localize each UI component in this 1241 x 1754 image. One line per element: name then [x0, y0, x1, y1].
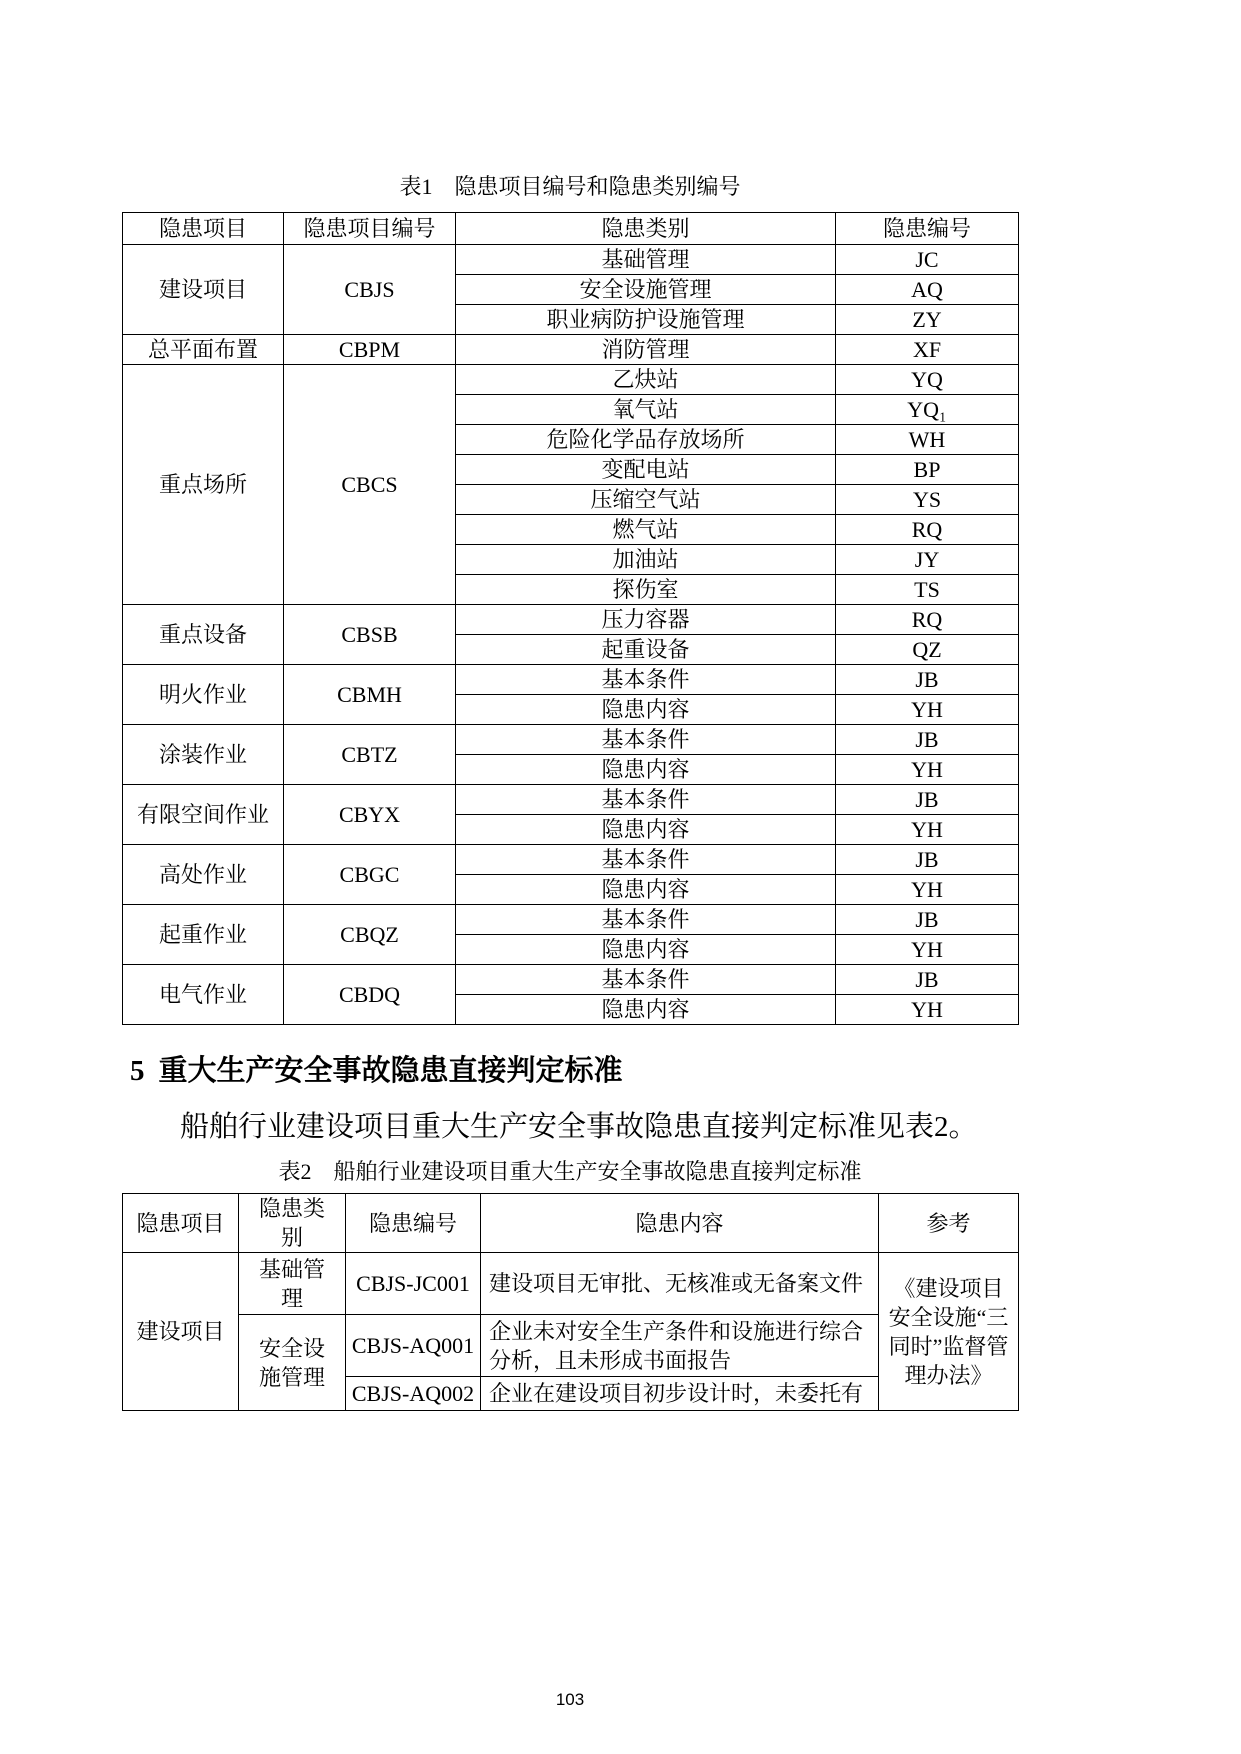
code-cell: JB	[836, 725, 1019, 755]
project-code-cell: CBDQ	[284, 965, 456, 1025]
code-cell: JC	[836, 245, 1019, 275]
content-cell: 企业未对安全生产条件和设施进行综合分析，且未形成书面报告	[481, 1315, 879, 1377]
code-cell: JB	[836, 845, 1019, 875]
table-row	[123, 1253, 1019, 1315]
table-row	[123, 605, 1019, 635]
col-header: 隐患编号	[836, 213, 1019, 245]
code-cell: YH	[836, 935, 1019, 965]
project-code-cell: CBGC	[284, 845, 456, 905]
category-cell: 隐患内容	[456, 755, 836, 785]
category-cell: 乙炔站	[456, 365, 836, 395]
body-paragraph: 船舶行业建设项目重大生产安全事故隐患直接判定标准见表2。	[180, 1111, 978, 1143]
col-header: 隐患类别	[456, 213, 836, 245]
section-title: 重大生产安全事故隐患直接判定标准	[158, 1055, 623, 1087]
category-cell: 探伤室	[456, 575, 836, 605]
category-cell: 安全设施管理	[456, 275, 836, 305]
table-row	[123, 725, 1019, 755]
col-header: 隐患类别	[239, 1194, 346, 1253]
reference-cell: 《建设项目安全设施“三同时”监督管理办法》	[879, 1253, 1019, 1411]
code-cell: AQ	[836, 275, 1019, 305]
category-cell: 隐患内容	[456, 815, 836, 845]
table-row	[123, 845, 1019, 875]
table1	[122, 212, 1019, 1025]
table2-caption: 表2 船舶行业建设项目重大生产安全事故隐患直接判定标准	[278, 1159, 862, 1184]
project-code-cell: CBQZ	[284, 905, 456, 965]
code-cell: XF	[836, 335, 1019, 365]
project-code-cell: CBMH	[284, 665, 456, 725]
project-code-cell: CBSB	[284, 605, 456, 665]
page-number: 103	[555, 1690, 585, 1709]
code-cell: YQ₁	[836, 395, 1019, 425]
category-cell: 氧气站	[456, 395, 836, 425]
table-row	[123, 1194, 1019, 1253]
category-cell: 消防管理	[456, 335, 836, 365]
code-cell: WH	[836, 425, 1019, 455]
category-cell: 起重设备	[456, 635, 836, 665]
code-cell: CBJS-AQ002	[346, 1377, 481, 1411]
table2	[122, 1193, 1019, 1411]
category-cell: 隐患内容	[456, 995, 836, 1025]
code-cell: YS	[836, 485, 1019, 515]
category-cell: 职业病防护设施管理	[456, 305, 836, 335]
content-cell: 建设项目无审批、无核准或无备案文件	[481, 1253, 879, 1315]
table-row	[123, 785, 1019, 815]
category-cell: 基础管理	[239, 1253, 346, 1315]
category-cell: 危险化学品存放场所	[456, 425, 836, 455]
category-cell: 燃气站	[456, 515, 836, 545]
code-cell: YH	[836, 755, 1019, 785]
code-cell: RQ	[836, 515, 1019, 545]
table1-caption: 表1 隐患项目编号和隐患类别编号	[399, 174, 741, 199]
code-cell: JB	[836, 965, 1019, 995]
project-cell: 高处作业	[123, 845, 284, 905]
code-cell: CBJS-JC001	[346, 1253, 481, 1315]
project-cell: 有限空间作业	[123, 785, 284, 845]
content-cell: 企业在建设项目初步设计时，未委托有	[481, 1377, 879, 1411]
code-cell: CBJS-AQ001	[346, 1315, 481, 1377]
col-header: 隐患内容	[481, 1194, 879, 1253]
table-row	[123, 213, 1019, 245]
project-cell: 总平面布置	[123, 335, 284, 365]
category-cell: 隐患内容	[456, 875, 836, 905]
col-header: 隐患编号	[346, 1194, 481, 1253]
col-header: 隐患项目编号	[284, 213, 456, 245]
code-cell: YH	[836, 875, 1019, 905]
col-header: 隐患项目	[123, 213, 284, 245]
category-cell: 基础管理	[456, 245, 836, 275]
category-cell: 压缩空气站	[456, 485, 836, 515]
code-cell: YH	[836, 995, 1019, 1025]
category-cell: 隐患内容	[456, 695, 836, 725]
table-row	[123, 665, 1019, 695]
section-number: 5	[130, 1055, 145, 1087]
table-row	[123, 245, 1019, 275]
col-header: 参考	[879, 1194, 1019, 1253]
table-row	[123, 965, 1019, 995]
code-cell: JB	[836, 785, 1019, 815]
category-cell: 基本条件	[456, 845, 836, 875]
category-cell: 加油站	[456, 545, 836, 575]
category-cell: 基本条件	[456, 785, 836, 815]
code-cell: ZY	[836, 305, 1019, 335]
category-cell: 基本条件	[456, 905, 836, 935]
code-cell: JB	[836, 905, 1019, 935]
code-cell: YH	[836, 815, 1019, 845]
section-heading	[130, 1051, 1018, 1091]
project-code-cell: CBPM	[284, 335, 456, 365]
category-cell: 变配电站	[456, 455, 836, 485]
project-cell: 起重作业	[123, 905, 284, 965]
project-code-cell: CBYX	[284, 785, 456, 845]
category-cell: 基本条件	[456, 965, 836, 995]
project-code-cell: CBCS	[284, 365, 456, 605]
col-header: 隐患项目	[123, 1194, 239, 1253]
project-cell: 涂装作业	[123, 725, 284, 785]
code-cell: RQ	[836, 605, 1019, 635]
code-cell: YQ	[836, 365, 1019, 395]
page-content	[122, 0, 1018, 1411]
table-row	[123, 335, 1019, 365]
table-row	[123, 905, 1019, 935]
table-row	[123, 365, 1019, 395]
project-cell: 建设项目	[123, 245, 284, 335]
category-cell: 隐患内容	[456, 935, 836, 965]
project-cell: 建设项目	[123, 1253, 239, 1411]
code-cell: TS	[836, 575, 1019, 605]
code-cell: JB	[836, 665, 1019, 695]
code-cell: BP	[836, 455, 1019, 485]
category-cell: 安全设施管理	[239, 1315, 346, 1411]
category-cell: 基本条件	[456, 725, 836, 755]
project-code-cell: CBJS	[284, 245, 456, 335]
code-cell: QZ	[836, 635, 1019, 665]
code-cell: YH	[836, 695, 1019, 725]
project-cell: 明火作业	[123, 665, 284, 725]
category-cell: 压力容器	[456, 605, 836, 635]
project-cell: 电气作业	[123, 965, 284, 1025]
code-cell: JY	[836, 545, 1019, 575]
project-cell: 重点设备	[123, 605, 284, 665]
project-cell: 重点场所	[123, 365, 284, 605]
project-code-cell: CBTZ	[284, 725, 456, 785]
category-cell: 基本条件	[456, 665, 836, 695]
